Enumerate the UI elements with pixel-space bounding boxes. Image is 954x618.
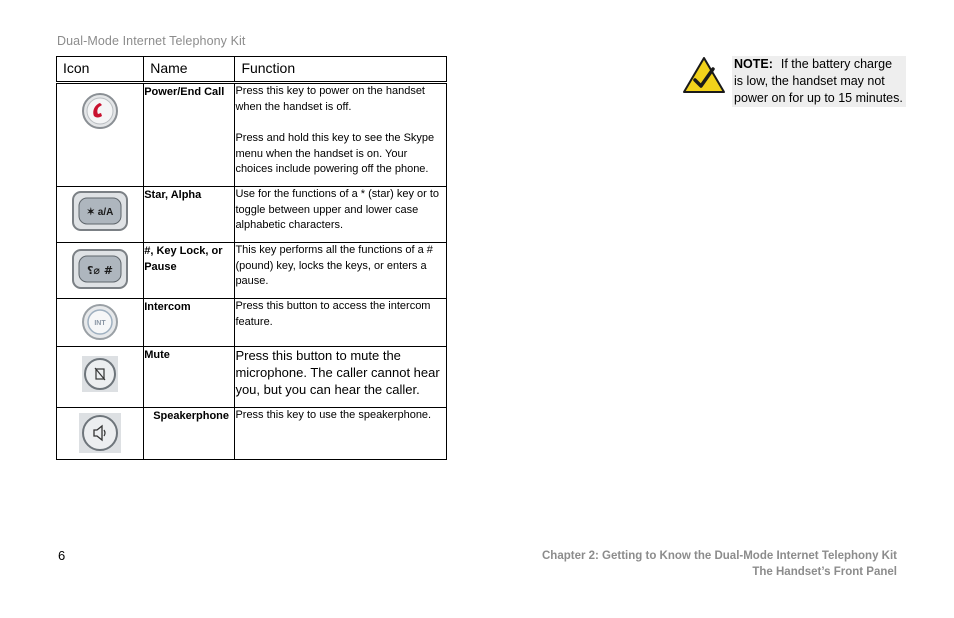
icon-cell: [57, 187, 144, 243]
key-function-table: [56, 56, 447, 460]
key-name: #, Key Lock, or Pause: [144, 243, 235, 299]
running-footer: [542, 548, 897, 580]
icon-cell: [57, 347, 144, 408]
checkmark-note-icon: [682, 56, 726, 99]
icon-cell: [57, 408, 144, 460]
table-row: [57, 347, 447, 408]
function-text: This key performs all the functions of a # (pound) key, locks the keys, or enters a pause.: [235, 243, 447, 299]
key-name: Mute: [144, 347, 235, 408]
table-row: [57, 299, 447, 347]
function-text: Press this key to power on the handset when the handset is off.: [235, 85, 425, 113]
function-cell: [235, 83, 447, 187]
key-name: Star, Alpha: [144, 187, 235, 243]
running-header: Dual-Mode Internet Telephony Kit: [57, 34, 246, 48]
icon-cell: [57, 243, 144, 299]
header-name: Name: [144, 57, 235, 83]
table-row: [57, 408, 447, 460]
icon-cell: [57, 83, 144, 187]
function-text: Press this button to mute the microphone. The caller cannot hear you, but you can hear the caller.: [235, 347, 447, 408]
star-alpha-key-icon: [72, 191, 128, 236]
footer-section: The Handset’s Front Panel: [752, 566, 897, 578]
function-text: Use for the functions of a * (star) key or to toggle between upper and lower case alphabetic characters.: [235, 187, 447, 243]
intercom-key-icon: [80, 303, 120, 346]
pound-key-icon: [72, 249, 128, 294]
note-label: NOTE:: [734, 57, 773, 71]
function-text: Press this button to access the intercom feature.: [235, 299, 447, 347]
star-alpha-key-label: ✶ a/A: [86, 207, 114, 218]
key-name: Intercom: [144, 299, 235, 347]
key-name: Power/End Call: [144, 83, 235, 187]
page-number: 6: [58, 548, 66, 563]
intercom-key-label: INT: [94, 320, 106, 327]
table-row: [57, 243, 447, 299]
note-text-block: [732, 56, 906, 107]
mute-key-icon: [82, 356, 118, 397]
function-text-2: Press and hold this key to see the Skype menu when the handset is on. Your choices include powering off the phone.: [235, 132, 435, 175]
function-text: Press this key to use the speakerphone.: [235, 408, 447, 460]
footer-chapter: Chapter 2: Getting to Know the Dual-Mode Internet Telephony Kit: [541, 550, 897, 562]
table-row: [57, 83, 447, 187]
pound-key-label: ⸮⌀ #: [87, 264, 114, 277]
table-row: [57, 187, 447, 243]
icon-cell: [57, 299, 144, 347]
header-icon: Icon: [57, 57, 144, 83]
phone-handset-icon: [81, 92, 119, 135]
key-name: Speakerphone: [144, 408, 235, 460]
table-header-row: [57, 57, 447, 83]
speaker-key-icon: [79, 413, 121, 458]
note-body: If the battery charge is low, the handset may not power on for up to 15 minutes.: [734, 57, 903, 105]
header-function: Function: [235, 57, 447, 83]
